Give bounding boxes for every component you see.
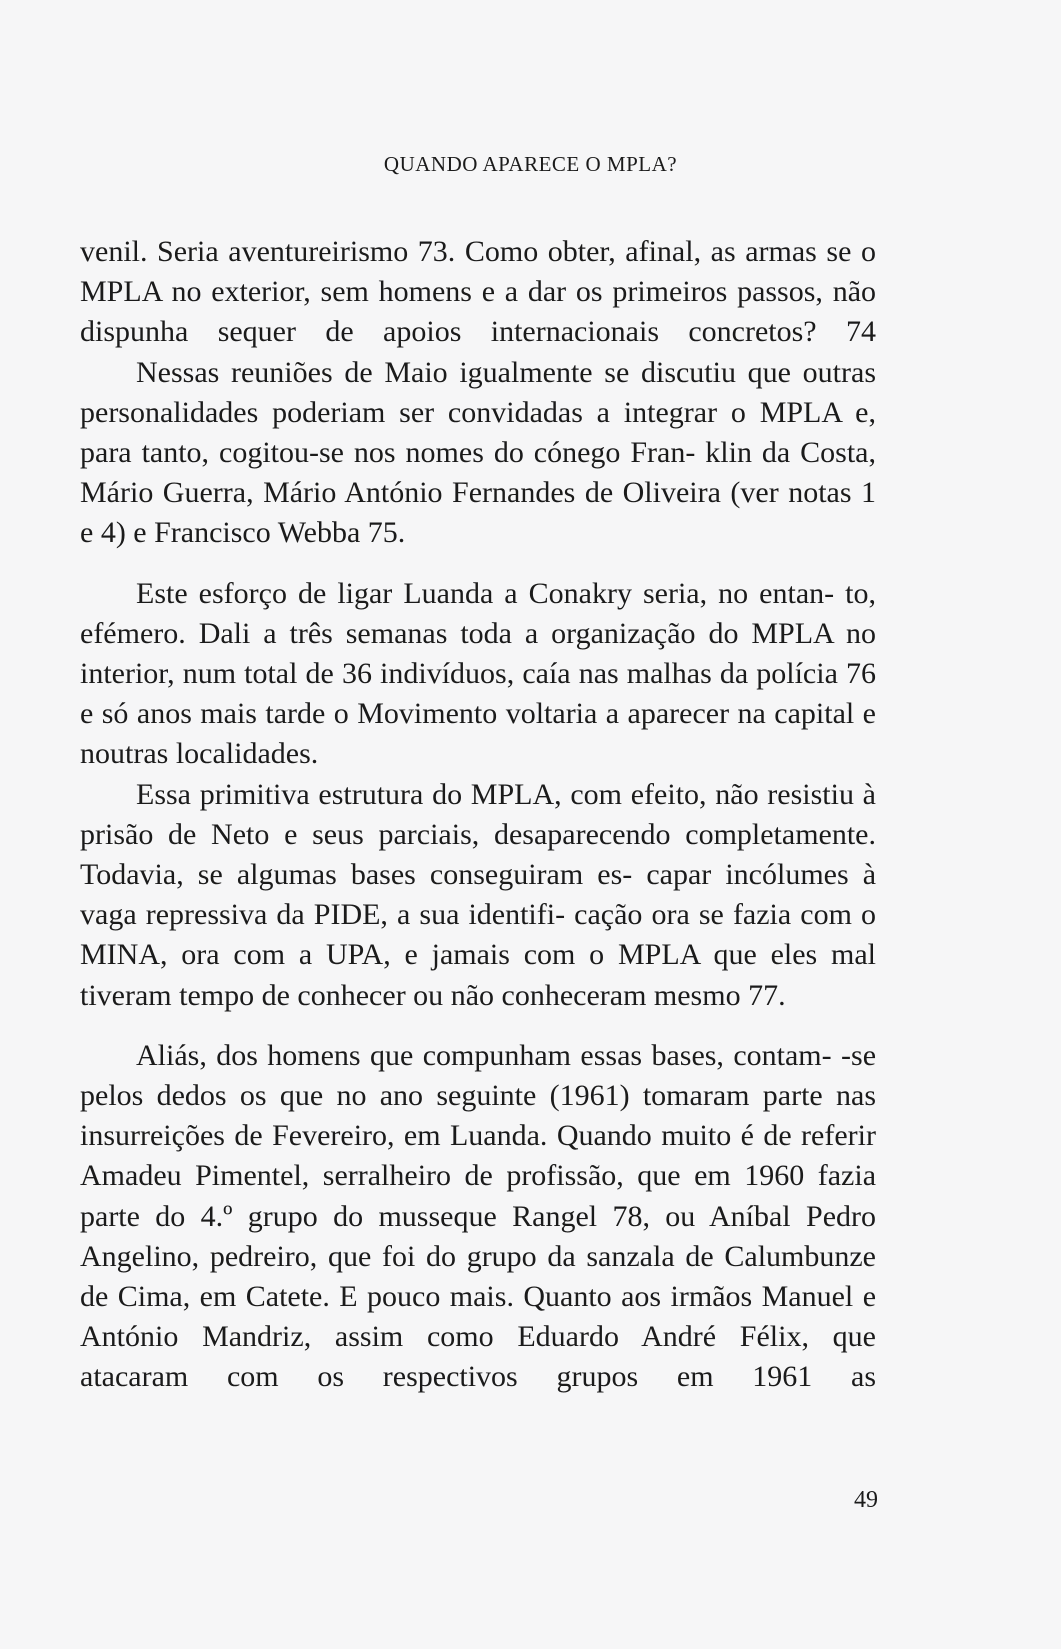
text-line: Oliveira (ver notas 1 e 4) e Francisco Webba 75. bbox=[80, 476, 877, 550]
text-line: Nessas reuniões de Maio igualmente se discutiu que bbox=[136, 355, 791, 389]
text-line: não conheceram mesmo 77. bbox=[450, 978, 786, 1012]
text-line: completamente. Todavia, se algumas bases conseguiram es- bbox=[80, 817, 877, 892]
text-line: Félix, que atacaram com os respectivos grupos em 1961 as bbox=[80, 1320, 876, 1394]
text-line: -se pelos dedos os que no ano seguinte (1961) tomaram bbox=[80, 1038, 877, 1113]
text-line: outras personalidades poderiam ser convidadas a integrar o bbox=[80, 355, 876, 429]
text-line: MPLA e, para tanto, cogitou-se nos nomes do cónego Fran- bbox=[80, 395, 876, 470]
text-line: o MPLA no exterior, sem homens e a dar os primeiros passos, bbox=[80, 235, 876, 309]
body-text bbox=[80, 232, 876, 1398]
running-head: QUANDO APARECE O MPLA? bbox=[383, 152, 678, 176]
text-line: capar incólumes à vaga repressiva da PIDE, a sua identifi- bbox=[80, 858, 877, 932]
text-line: irmãos Manuel e António Mandriz, assim como Eduardo André bbox=[80, 1280, 877, 1354]
text-line: não dispunha sequer de apoios internacionais concretos? 74 bbox=[80, 275, 877, 349]
text-line: Calumbunze de Cima, em Catete. E pouco mais. Quanto aos bbox=[80, 1239, 877, 1314]
text-line: MPLA no interior, num total de 36 indivíduos, caía nas bbox=[80, 616, 876, 691]
paragraph bbox=[80, 775, 876, 1016]
paragraph-gap bbox=[80, 1016, 876, 1036]
text-line: parte nas insurreições de Fevereiro, em Luanda. Quando muito bbox=[80, 1079, 877, 1153]
text-line: Essa primitiva estrutura do MPLA, com efeito, não bbox=[136, 777, 759, 811]
text-line: Aliás, dos homens que compunham essas bases, contam- bbox=[136, 1038, 832, 1072]
paragraph bbox=[80, 232, 876, 353]
text-line: com o MPLA que eles mal tiveram tempo de conhecer ou bbox=[80, 938, 876, 1012]
text-line: to, efémero. Dali a três semanas toda a organização do bbox=[80, 576, 877, 650]
text-line: venil. Seria aventureirismo 73. Como obter, afinal, as armas se bbox=[80, 235, 852, 268]
text-line: é de referir Amadeu Pimentel, serralheiro de profissão, que em bbox=[80, 1119, 876, 1193]
paragraph-gap bbox=[80, 554, 876, 574]
text-line: klin da Costa, Mário Guerra, Mário António Fernandes de bbox=[80, 436, 876, 510]
text-line: malhas da polícia 76 e só anos mais tarde o Movimento bbox=[80, 657, 876, 731]
text-line: cação ora se fazia com o MINA, ora com a UPA, e jamais bbox=[80, 898, 877, 972]
text-line: Este esforço de ligar Luanda a Conakry seria, no entan- bbox=[136, 576, 835, 610]
text-line: voltaria a aparecer na capital e noutras localidades. bbox=[80, 697, 876, 771]
page-number: 49 bbox=[854, 1487, 878, 1513]
paragraph bbox=[80, 574, 876, 775]
paragraph bbox=[80, 353, 876, 554]
text-line: Pedro Angelino, pedreiro, que foi do grupo da sanzala de bbox=[80, 1199, 877, 1273]
text-line: resistiu à prisão de Neto e seus parciais, desaparecendo bbox=[80, 777, 876, 851]
paragraph bbox=[80, 1036, 876, 1398]
text-line: 1960 fazia parte do 4.º grupo do musseque Rangel 78, ou Aníbal bbox=[80, 1159, 877, 1233]
